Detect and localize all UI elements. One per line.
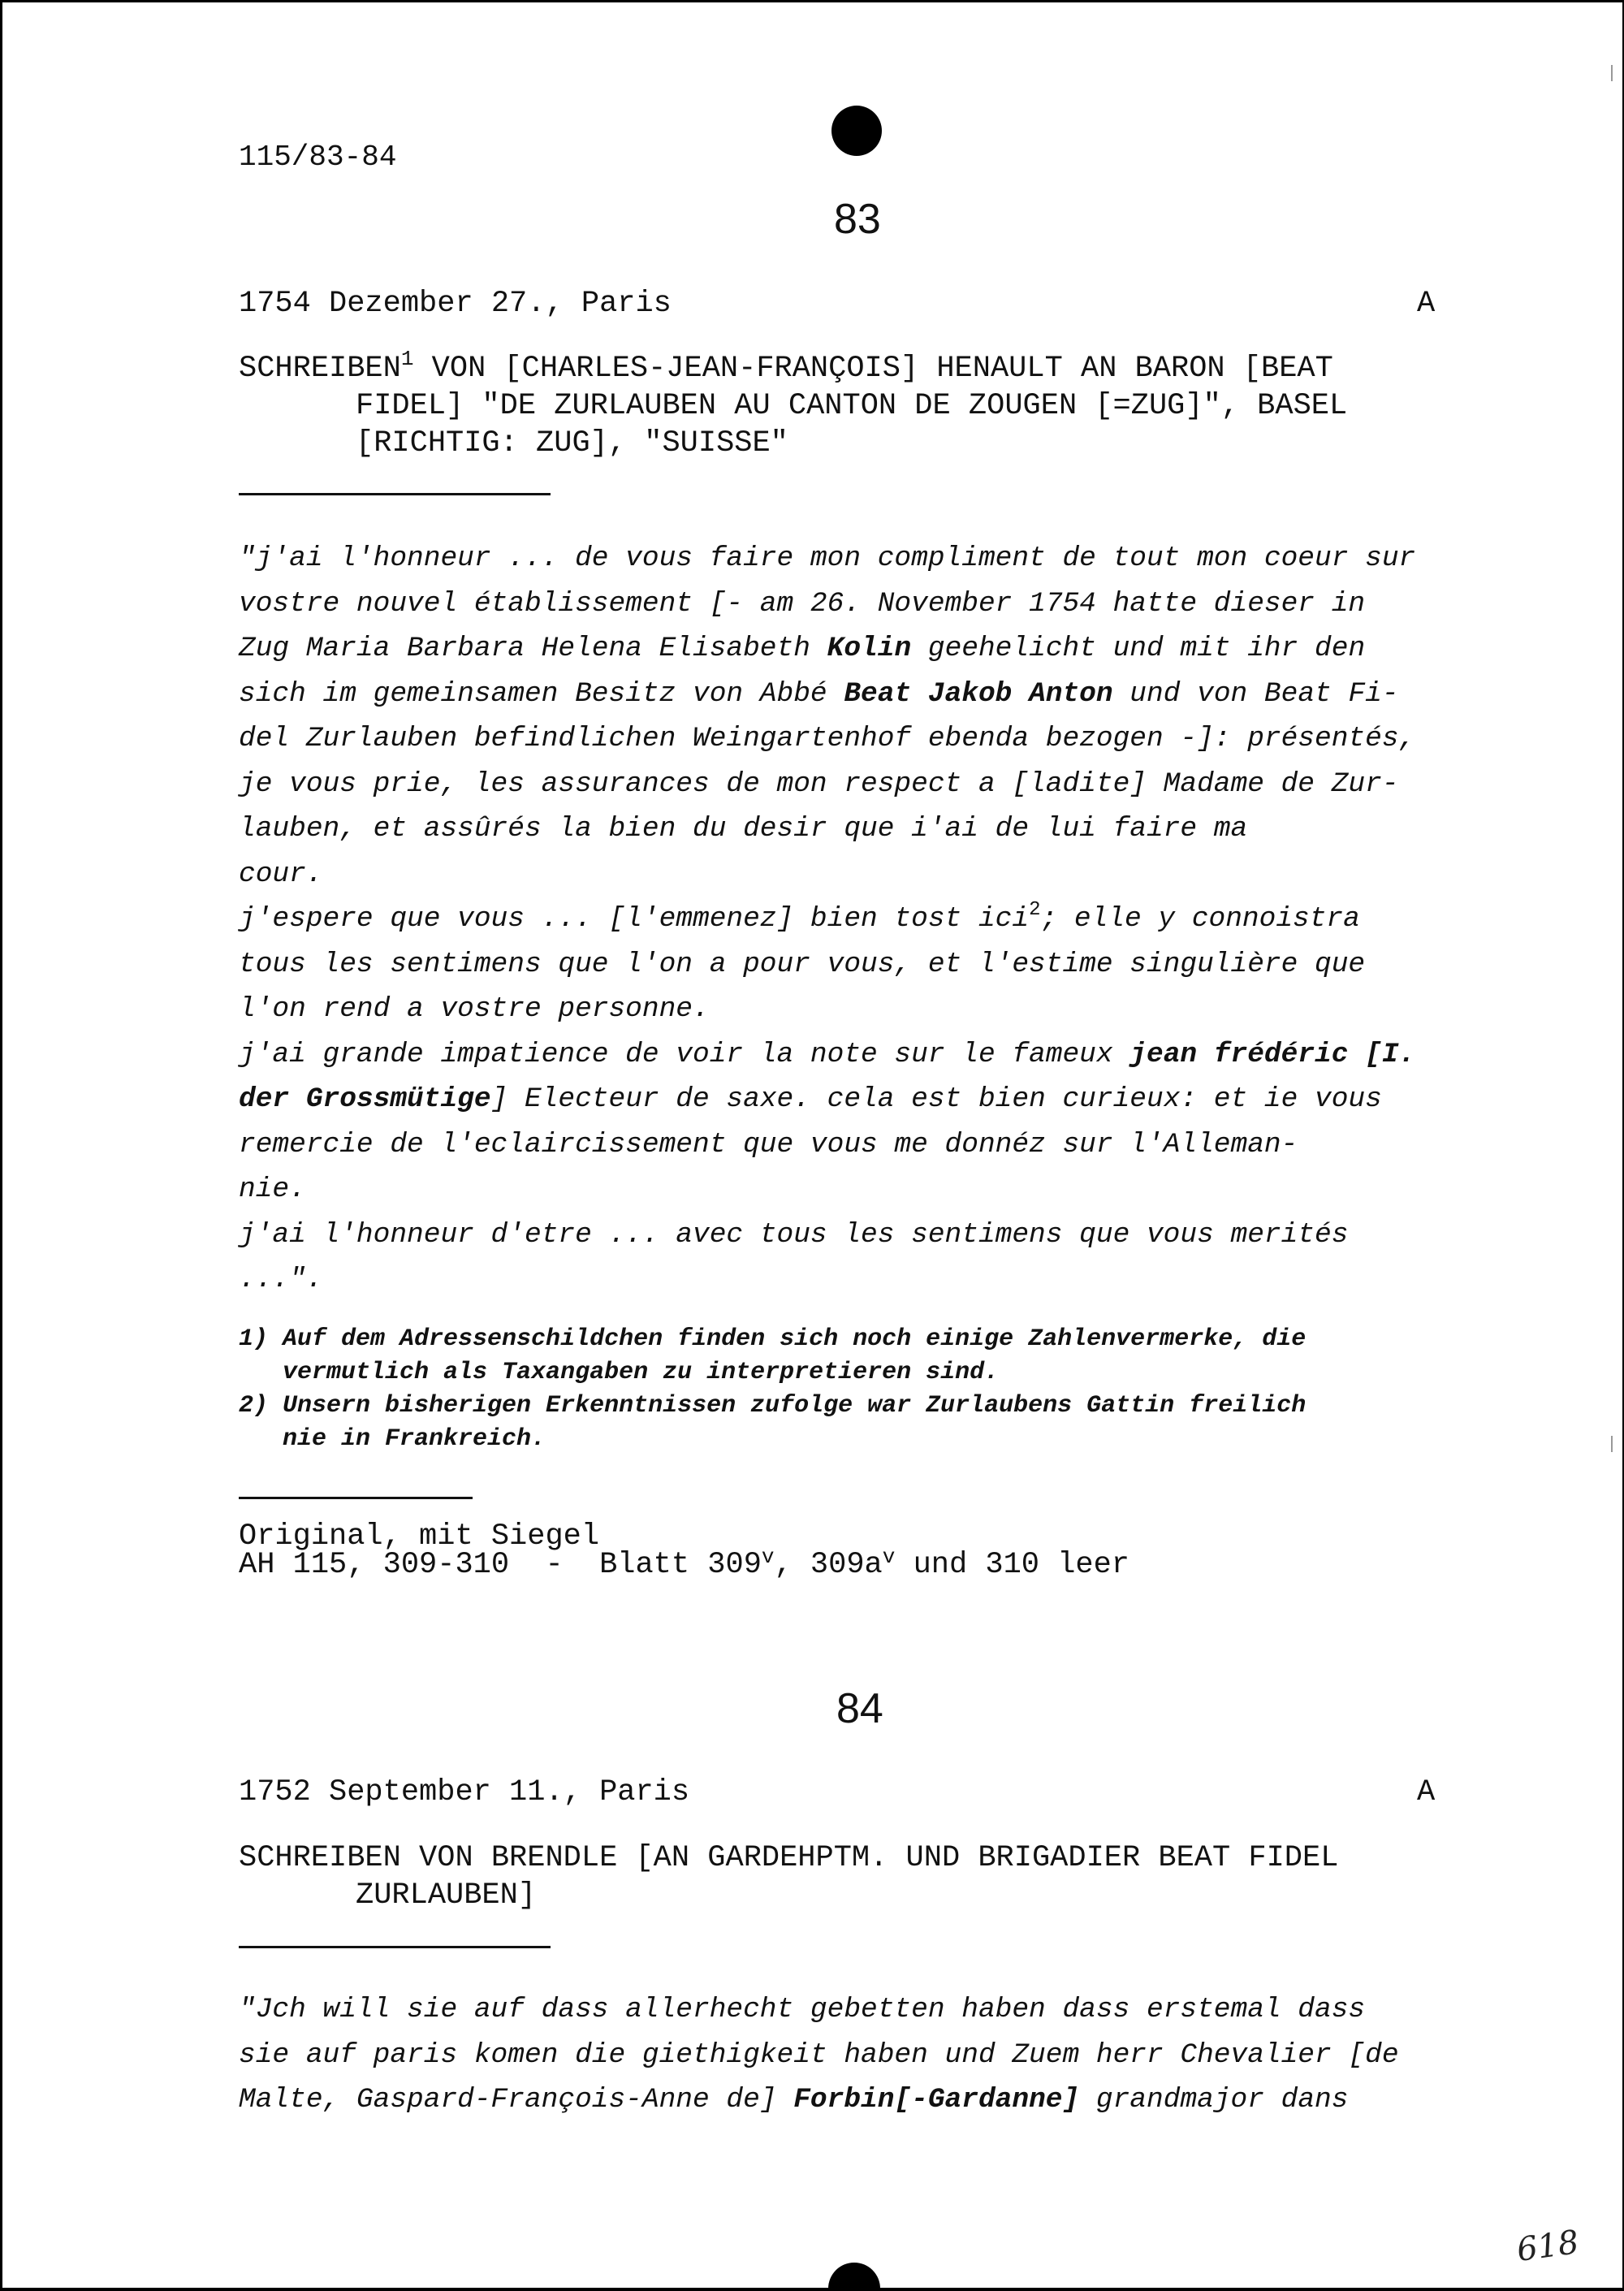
text-fragment: ; elle y connoistra [1040,903,1360,935]
person-name: Forbin[-Gardanne] [793,2084,1080,2116]
footnote-2-cont: nie in Frankreich. [239,1425,546,1453]
text-line: vostre nouvel établissement [- am 26. November 1754 hatte dieser in [239,587,1366,620]
text-line: tous les sentimens que l'on a pour vous, et l'estime singulière que [239,948,1366,980]
footnote-ref-1: 1 [400,347,414,371]
text-line: lauben, et assûrés la bien du desir que i'ai de lui faire ma [239,813,1248,845]
edge-tick [1611,65,1613,81]
text-line: ...". [239,1264,323,1295]
text-fragment: grandmajor dans [1079,2084,1349,2116]
text-line: "j'ai l'honneur ... de vous faire mon compliment de tout mon coeur sur [239,542,1416,574]
text-fragment: ] Electeur de saxe. cela est bien curieux: et ie vous [490,1083,1382,1115]
person-name: Kolin [827,633,912,664]
category-mark-83: A [1417,287,1436,321]
source-fragment: AH 115, 309-310 - Blatt 309 [239,1548,762,1582]
text-line: sie auf paris komen die giethigkeit haben und Zuem herr Chevalier [de [239,2038,1399,2071]
letter-text-84 [239,1987,1489,2123]
title-line-2: FIDEL] "DE ZURLAUBEN AU CANTON DE ZOUGEN [=ZUG]", BASEL [356,389,1348,423]
text-fragment: und von Beat Fi- [1112,677,1399,710]
source-note-83 [239,1519,1130,1582]
text-line: je vous prie, les assurances de mon respect a [ladite] Madame de Zur- [239,767,1399,800]
edge-tick [1611,1436,1613,1452]
source-fragment: , 309a [774,1548,883,1582]
title-text: SCHREIBEN [239,352,401,386]
text-line: nie. [239,1174,306,1205]
person-name: Beat Jakob Anton [844,677,1113,710]
punch-hole-top [831,106,882,156]
title-line-2: ZURLAUBEN] [356,1878,537,1913]
separator-rule [239,1946,551,1948]
document-number-83: 83 [834,196,881,243]
handwritten-page-number: 618 [1514,2223,1582,2270]
footnote-ref-2: 2 [1029,899,1041,921]
footnotes-83 [239,1323,1505,1456]
text-line: j'ai l'honneur d'etre ... avec tous les sentimens que vous merités [239,1218,1349,1251]
title-line-3: [RICHTIG: ZUG], "SUISSE" [356,426,788,460]
verso-mark: v [761,1545,775,1569]
text-fragment: j'espere que vous ... [l'emmenez] bien tost ici [239,903,1030,935]
archive-reference: 115/83-84 [239,140,397,174]
category-mark-84: A [1417,1775,1436,1809]
scan-border-bottom [0,2288,1624,2291]
letter-text-83 [239,536,1489,1303]
footnote-1-cont: vermutlich als Taxangaben zu interpretieren sind. [239,1359,1000,1386]
text-line: remercie de l'eclaircissement que vous me donnéz sur l'Alleman- [239,1128,1298,1161]
verso-mark: v [882,1545,896,1569]
text-line: del Zurlauben befindlichen Weingartenhof ebenda bezogen -]: présentés, [239,723,1416,754]
text-line: "Jch will sie auf dass allerhecht gebetten haben dass erstemal dass [239,1994,1366,2025]
text-fragment: Zug Maria Barbara Helena Elisabeth [239,633,827,664]
source-line-1: Original, mit Siegel [239,1519,600,1554]
date-place-83: 1754 Dezember 27., Paris [239,287,672,321]
date-place-84: 1752 September 11., Paris [239,1775,690,1809]
person-name: der Grossmütige [239,1083,491,1115]
scan-border-left [0,0,2,2291]
footnote-1: 1) Auf dem Adressenschildchen finden sich noch einige Zahlenvermerke, die [239,1325,1307,1353]
text-fragment: Malte, Gaspard-François-Anne de] [239,2084,794,2116]
source-fragment: und 310 leer [895,1548,1130,1582]
footnote-2: 2) Unsern bisherigen Erkenntnissen zufolge war Zurlaubens Gattin freilich [239,1392,1307,1420]
text-fragment: geehelicht und mit ihr den [911,633,1366,664]
person-name: jean frédéric [I. [1129,1038,1416,1070]
text-fragment: sich im gemeinsamen Besitz von Abbé [239,677,844,710]
separator-rule [239,1497,473,1499]
text-line: l'on rend a vostre personne. [239,993,710,1025]
text-line: cour. [239,858,323,890]
text-fragment: j'ai grande impatience de voir la note sur le fameux [239,1038,1130,1070]
title-text: SCHREIBEN VON BRENDLE [AN GARDEHPTM. UND BRIGADIER BEAT FIDEL [239,1841,1339,1875]
separator-rule [239,493,551,495]
document-number-84: 84 [836,1685,883,1732]
regest-title-84 [239,1839,1338,1914]
title-text: VON [CHARLES-JEAN-FRANÇOIS] HENAULT AN BARON [BEAT [413,352,1333,386]
punch-hole-bottom [828,2263,880,2291]
scan-border-top [0,0,1624,2]
regest-title-83 [239,347,1348,462]
